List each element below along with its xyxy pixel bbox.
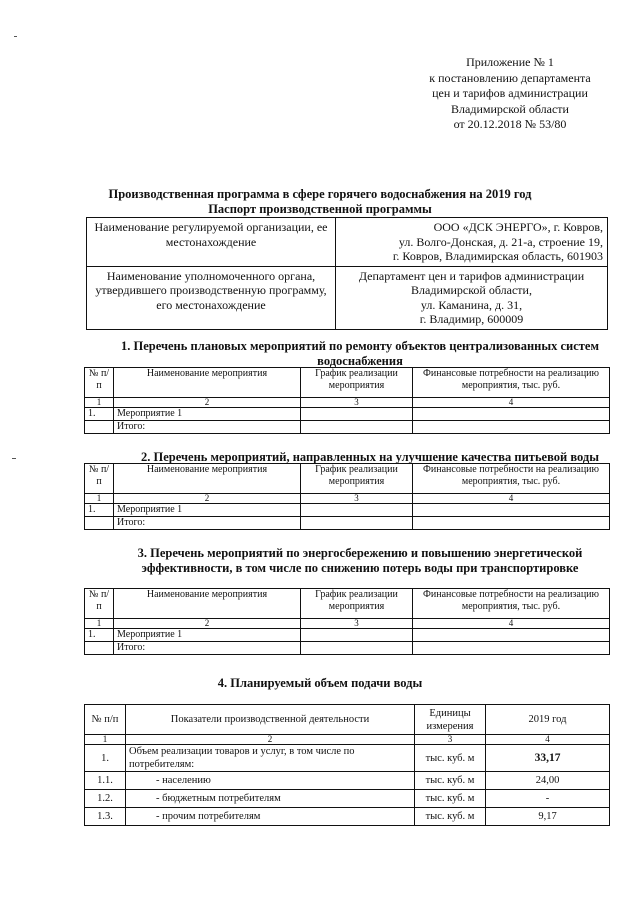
value-line: г. Владимир, 600009 — [419, 312, 524, 326]
col-index: 1 — [85, 494, 114, 504]
col-num-header: № п/п — [85, 705, 126, 735]
scan-mark — [14, 36, 17, 37]
table-row-total — [85, 642, 610, 655]
document-title — [30, 187, 610, 217]
row-value: 33,17 — [486, 745, 610, 772]
col-index: 2 — [114, 398, 301, 408]
col-name-header: Наименование мероприятия — [114, 464, 301, 494]
col-name-header: Наименование мероприятия — [114, 368, 301, 398]
row-indicator: - населению — [126, 772, 415, 790]
section3-title — [100, 546, 620, 576]
value-line: ООО «ДСК ЭНЕРГО», г. Ковров, — [433, 220, 603, 234]
col-index: 1 — [85, 619, 114, 629]
col-num-header: № п/п — [85, 589, 114, 619]
row-num: 1.2. — [85, 790, 126, 808]
col-index: 1 — [85, 735, 126, 745]
table-row — [85, 745, 610, 772]
row-name: Мероприятие 1 — [114, 504, 301, 517]
row-unit: тыс. куб. м — [415, 745, 486, 772]
col-index: 3 — [415, 735, 486, 745]
col-unit-header: Единицы измерения — [415, 705, 486, 735]
col-index: 2 — [126, 735, 415, 745]
col-indicator-header: Показатели производственной деятельности — [126, 705, 415, 735]
table-row — [85, 808, 610, 826]
table-row-total — [85, 421, 610, 434]
passport-org-value — [336, 218, 608, 267]
passport-authority-value — [336, 266, 608, 329]
appendix-line: от 20.12.2018 № 53/80 — [453, 117, 567, 131]
table-row — [85, 408, 610, 421]
col-num-header: № п/п — [85, 368, 114, 398]
section3-title-line: 3. Перечень мероприятий по энергосбережению и повышению энергетической — [137, 546, 583, 560]
section1-table — [84, 367, 610, 434]
value-line: ул. Волго-Донская, д. 21-а, строение 19, — [398, 234, 603, 249]
row-num: 1.1. — [85, 772, 126, 790]
col-num-header: № п/п — [85, 464, 114, 494]
col-index: 4 — [413, 494, 610, 504]
passport-org-label: Наименование регулируемой организации, ее местонахождение — [87, 218, 336, 267]
col-index: 3 — [301, 494, 413, 504]
appendix-line: Приложение № 1 — [466, 55, 554, 69]
value-line: ул. Каманина, д. 31, — [420, 297, 523, 312]
row-indicator: - бюджетным потребителям — [126, 790, 415, 808]
value-line: Департамент цен и тарифов администрации — [358, 268, 585, 283]
row-indicator: - прочим потребителям — [126, 808, 415, 826]
row-unit: тыс. куб. м — [415, 808, 486, 826]
col-index: 2 — [114, 494, 301, 504]
passport-table — [86, 217, 608, 330]
col-finance-header: Финансовые потребности на реализацию мероприятия, тыс. руб. — [413, 464, 610, 494]
section4-table — [84, 704, 610, 826]
section4-title: 4. Планируемый объем подачи воды — [217, 676, 423, 690]
row-num: 1. — [85, 504, 114, 517]
row-num: 1. — [85, 408, 114, 421]
col-index: 4 — [413, 619, 610, 629]
appendix-line: к постановлению департамента — [429, 70, 591, 85]
total-label: Итого: — [114, 642, 301, 655]
row-num: 1. — [85, 745, 126, 772]
col-index: 4 — [413, 398, 610, 408]
table-row — [85, 504, 610, 517]
section3-table — [84, 588, 610, 655]
section3-title-line: эффективности, в том числе по снижению потерь воды при транспортировке — [141, 561, 579, 575]
col-index: 4 — [486, 735, 610, 745]
col-year-header: 2019 год — [486, 705, 610, 735]
total-label: Итого: — [114, 421, 301, 434]
table-row — [85, 629, 610, 642]
col-schedule-header: График реализации мероприятия — [301, 368, 413, 398]
row-unit: тыс. куб. м — [415, 790, 486, 808]
row-value: 24,00 — [486, 772, 610, 790]
table-row — [85, 790, 610, 808]
col-finance-header: Финансовые потребности на реализацию мероприятия, тыс. руб. — [413, 589, 610, 619]
col-finance-header: Финансовые потребности на реализацию мероприятия, тыс. руб. — [413, 368, 610, 398]
value-line: Владимирской области, — [411, 283, 532, 297]
row-name: Мероприятие 1 — [114, 629, 301, 642]
col-name-header: Наименование мероприятия — [114, 589, 301, 619]
total-label: Итого: — [114, 517, 301, 530]
col-index: 2 — [114, 619, 301, 629]
col-schedule-header: График реализации мероприятия — [301, 589, 413, 619]
col-index: 3 — [301, 619, 413, 629]
row-indicator: Объем реализации товаров и услуг, в том числе по потребителям: — [126, 745, 415, 772]
row-num: 1. — [85, 629, 114, 642]
passport-title: Паспорт производственной программы — [208, 202, 432, 216]
section2-title: 2. Перечень мероприятий, направленных на улучшение качества питьевой воды — [141, 450, 599, 464]
row-num: 1.3. — [85, 808, 126, 826]
table-row — [85, 772, 610, 790]
scan-mark — [12, 458, 16, 459]
col-schedule-header: График реализации мероприятия — [301, 464, 413, 494]
passport-authority-label: Наименование уполномоченного органа, утвердившего производственную программу, его местонахождение — [87, 266, 336, 329]
section2-table — [84, 463, 610, 530]
program-title: Производственная программа в сфере горячего водоснабжения на 2019 год — [108, 187, 532, 201]
row-value: 9,17 — [486, 808, 610, 826]
row-value: - — [486, 790, 610, 808]
row-unit: тыс. куб. м — [415, 772, 486, 790]
row-name: Мероприятие 1 — [114, 408, 301, 421]
appendix-header — [405, 55, 615, 133]
section1-title: 1. Перечень плановых мероприятий по ремонту объектов централизованных систем водоснабжения — [121, 339, 599, 368]
col-index: 3 — [301, 398, 413, 408]
value-line: г. Ковров, Владимирская область, 601903 — [392, 249, 603, 263]
appendix-line: Владимирской области — [451, 101, 569, 116]
appendix-line: цен и тарифов администрации — [432, 86, 588, 100]
col-index: 1 — [85, 398, 114, 408]
table-row-total — [85, 517, 610, 530]
